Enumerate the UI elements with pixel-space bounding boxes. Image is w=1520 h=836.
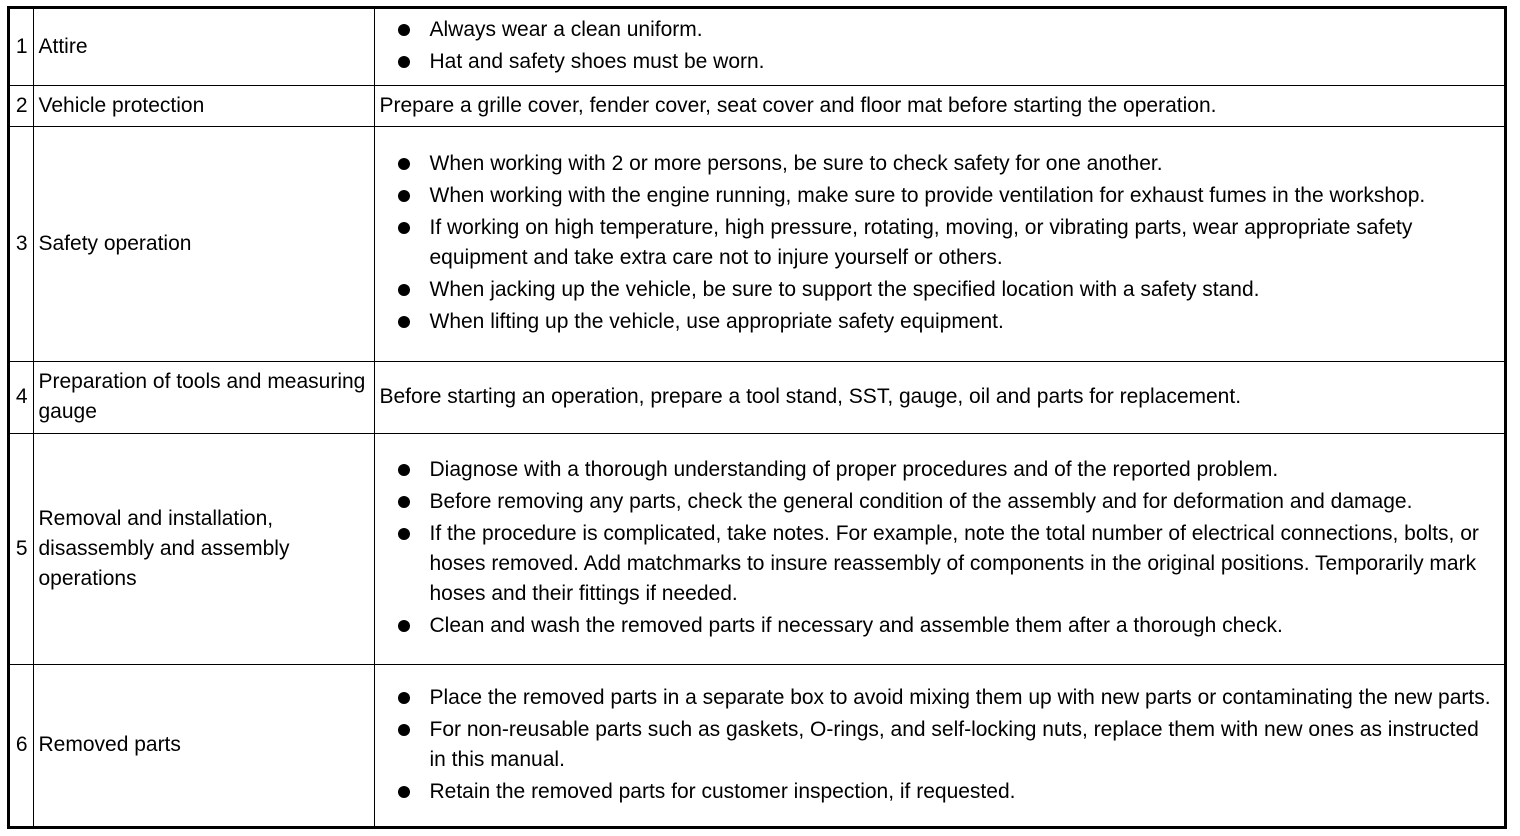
list-item-text: Retain the removed parts for customer inspection, if requested. <box>429 779 1016 803</box>
list-item-text: When jacking up the vehicle, be sure to support the specified location with a safety stand. <box>429 278 1260 301</box>
list-item <box>375 149 1505 179</box>
table-row <box>10 85 1504 126</box>
row-number: 3 <box>10 126 33 361</box>
bullet-list <box>375 455 1505 641</box>
list-item <box>375 15 1505 45</box>
bullet-icon <box>398 528 410 540</box>
list-item <box>375 275 1505 305</box>
list-item-text: When working with the engine running, make sure to provide ventilation for exhaust fumes in the workshop. <box>429 184 1426 207</box>
bullet-icon <box>398 24 410 36</box>
bullet-icon <box>398 56 410 68</box>
bullet-icon <box>398 190 410 202</box>
bullet-list <box>375 149 1505 337</box>
bullet-icon <box>398 222 410 234</box>
table-row <box>10 433 1504 664</box>
list-item <box>375 487 1505 517</box>
bullet-icon <box>398 724 410 736</box>
list-item-text: Place the removed parts in a separate box to avoid mixing them up with new parts or contaminating the new parts. <box>429 685 1491 709</box>
list-item-text: When working with 2 or more persons, be sure to check safety for one another. <box>429 152 1163 175</box>
list-item-text: Clean and wash the removed parts if necessary and assemble them after a thorough check. <box>429 614 1283 637</box>
row-content: Before starting an operation, prepare a tool stand, SST, gauge, oil and parts for replacement. <box>374 361 1504 433</box>
row-topic: Vehicle protection <box>33 85 374 126</box>
row-number: 1 <box>10 9 33 85</box>
row-number: 6 <box>10 664 33 826</box>
row-topic: Safety operation <box>33 126 374 361</box>
bullet-icon <box>398 496 410 508</box>
row-topic: Removal and installation, disassembly and assembly operations <box>33 433 374 664</box>
list-item-text: Always wear a clean uniform. <box>429 18 703 42</box>
row-content <box>374 126 1504 361</box>
row-content: Prepare a grille cover, fender cover, seat cover and floor mat before starting the operation. <box>374 85 1504 126</box>
list-item <box>375 519 1505 609</box>
list-item-text: Diagnose with a thorough understanding of proper procedures and of the reported problem. <box>429 458 1279 481</box>
list-item <box>375 213 1505 273</box>
table-row <box>10 9 1504 85</box>
list-item <box>375 611 1505 641</box>
bullet-icon <box>398 158 410 170</box>
bullet-icon <box>398 316 410 328</box>
bullet-icon <box>398 620 410 632</box>
row-number: 2 <box>10 85 33 126</box>
list-item <box>375 455 1505 485</box>
bullet-icon <box>398 786 410 798</box>
table-row <box>10 664 1504 826</box>
bullet-icon <box>398 692 410 704</box>
bullet-icon <box>398 464 410 476</box>
bullet-list <box>375 15 1505 77</box>
list-item <box>375 47 1505 77</box>
list-item-text: If working on high temperature, high pressure, rotating, moving, or vibrating parts, wear appropriate safety equipment and take extra care not to injure yourself or others. <box>429 216 1413 269</box>
list-item-text: If the procedure is complicated, take notes. For example, note the total number of electrical connections, bolts, or hoses removed. Add matchmarks to insure reassembly of components in the original positions. Temporarily mark hoses and their fittings if needed. <box>429 522 1479 605</box>
list-item <box>375 715 1505 775</box>
list-item <box>375 683 1505 713</box>
list-item <box>375 307 1505 337</box>
list-item-text: Before removing any parts, check the general condition of the assembly and for deformation and damage. <box>429 490 1413 513</box>
row-topic: Attire <box>33 9 374 85</box>
list-item <box>375 777 1505 807</box>
bullet-icon <box>398 284 410 296</box>
row-content <box>374 433 1504 664</box>
table-row <box>10 126 1504 361</box>
row-topic: Preparation of tools and measuring gauge <box>33 361 374 433</box>
list-item-text: Hat and safety shoes must be worn. <box>429 50 765 74</box>
row-content <box>374 664 1504 826</box>
list-item-text: When lifting up the vehicle, use appropriate safety equipment. <box>429 310 1004 333</box>
table-row <box>10 361 1504 433</box>
bullet-list <box>375 683 1505 807</box>
work-precautions-table-frame <box>7 6 1507 829</box>
row-content <box>374 9 1504 85</box>
list-item <box>375 181 1505 211</box>
work-precautions-table <box>10 9 1504 826</box>
list-item-text: For non-reusable parts such as gaskets, O-rings, and self-locking nuts, replace them with new ones as instructed in this manual. <box>429 717 1479 771</box>
row-number: 5 <box>10 433 33 664</box>
row-number: 4 <box>10 361 33 433</box>
row-topic: Removed parts <box>33 664 374 826</box>
